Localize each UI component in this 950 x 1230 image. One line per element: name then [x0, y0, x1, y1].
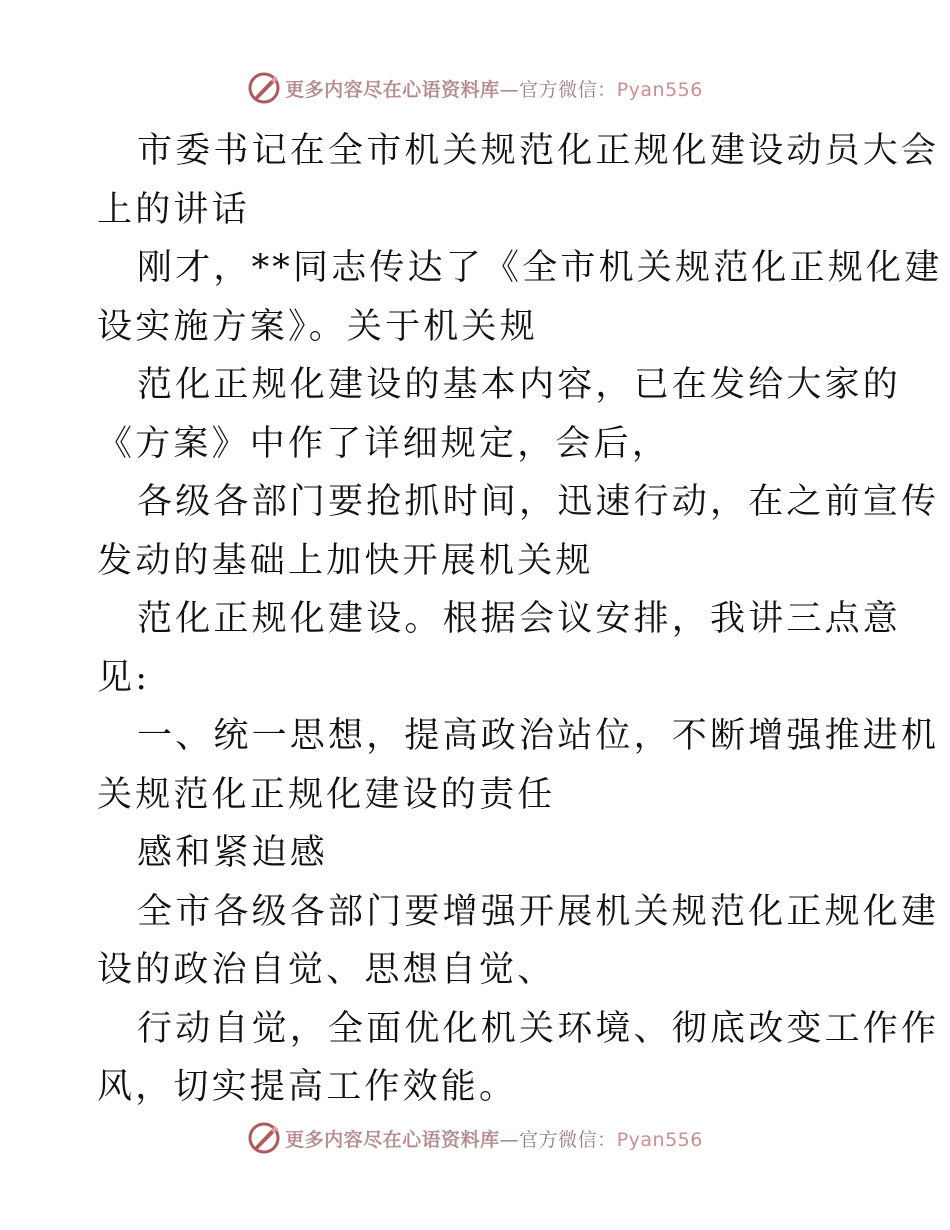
text-line: 见:	[97, 657, 151, 698]
text-line: 各级各部门要抢抓时间，迅速行动，在之前宣传	[137, 482, 940, 522]
watermark-official: 官方微信：	[519, 78, 617, 101]
watermark-id: Pyan556	[616, 78, 703, 101]
text-line: 市委书记在全市机关规范化正规化建设动员大会	[137, 131, 940, 171]
paragraph	[97, 239, 943, 356]
paragraph	[97, 590, 902, 707]
paragraph	[97, 473, 940, 590]
text-line: 《方案》中作了详细规定，会后，	[97, 423, 671, 464]
pen-logo-icon	[247, 1121, 281, 1155]
text-line: 设的政治自觉、思想自觉、	[97, 950, 556, 990]
text-line: 风，切实提高工作效能。	[97, 1067, 518, 1107]
text-line: 设实施方案》。关于机关规	[97, 306, 538, 347]
header-watermark	[0, 68, 950, 108]
watermark-main: 更多内容尽在心语资料库	[285, 78, 500, 101]
paragraph	[97, 122, 940, 239]
paragraph	[97, 883, 940, 1000]
paragraph	[97, 1000, 940, 1117]
watermark-separator: —	[499, 78, 520, 101]
watermark-id: Pyan556	[616, 1128, 703, 1151]
watermark-text	[285, 75, 703, 102]
watermark-text	[285, 1125, 703, 1152]
watermark-main: 更多内容尽在心语资料库	[285, 1128, 500, 1151]
footer-watermark	[0, 1118, 950, 1158]
text-line: 感和紧迫感	[137, 833, 329, 873]
text-line: 一、统一思想，提高政治站位，不断增强推进机	[137, 716, 940, 756]
text-line: 发动的基础上加快开展机关规	[97, 540, 594, 581]
paragraph	[97, 356, 902, 473]
text-line: 范化正规化建设的基本内容，已在发给大家的	[137, 365, 902, 405]
watermark-separator: —	[499, 1128, 520, 1151]
text-line: 上的讲话	[97, 189, 250, 230]
text-line: 全市各级各部门要增强开展机关规范化正规化建	[137, 891, 940, 932]
text-line: 范化正规化建设。根据会议安排，我讲三点意	[137, 599, 902, 639]
paragraph	[97, 824, 857, 883]
pen-logo-icon	[247, 71, 281, 105]
watermark-official: 官方微信：	[519, 1128, 617, 1151]
text-line: 刚才，**同志传达了《全市机关规范化正规化建	[137, 248, 943, 288]
text-line: 关规范化正规化建设的责任	[97, 774, 556, 815]
paragraph	[97, 707, 940, 824]
text-line: 行动自觉，全面优化机关环境、彻底改变工作作	[137, 1008, 940, 1049]
document-body	[97, 122, 943, 1117]
